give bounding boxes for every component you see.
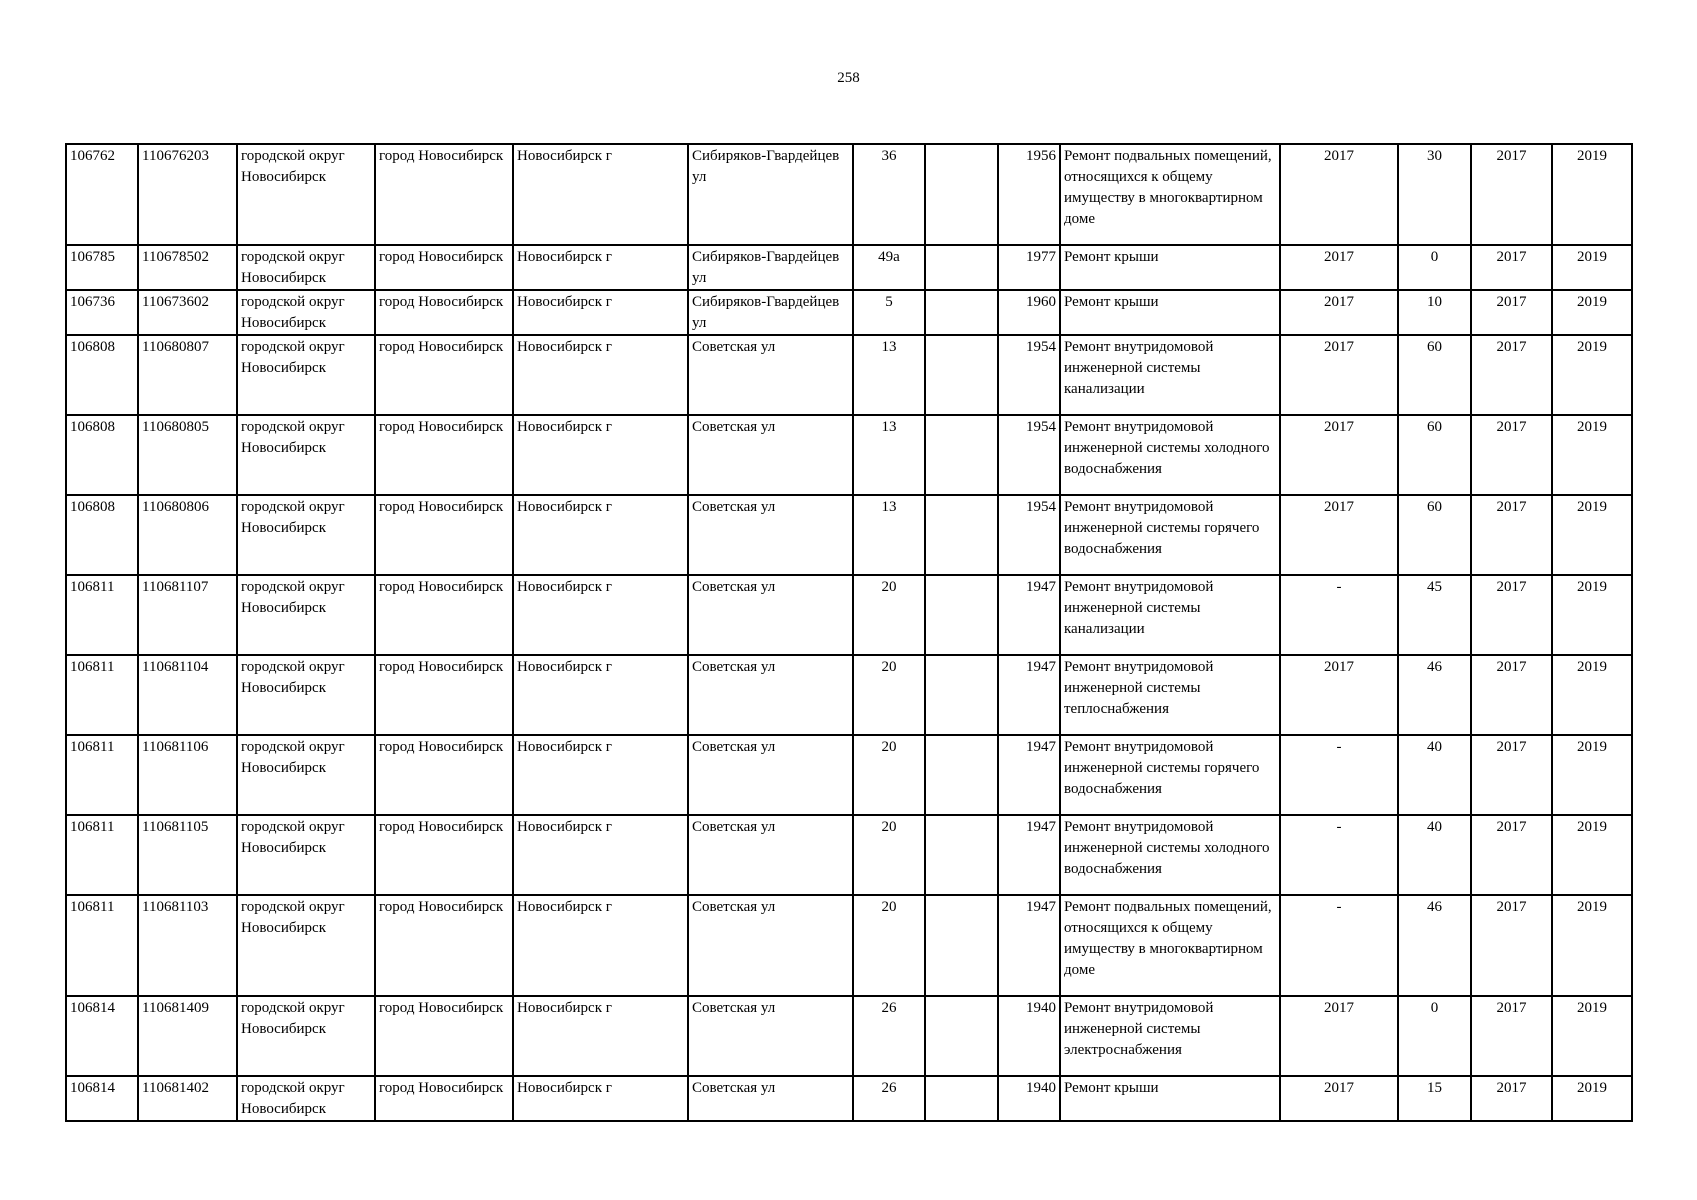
- cell-work: Ремонт внутридомовой инженерной системы теплоснабжения: [1060, 655, 1280, 735]
- cell-wear: 46: [1398, 655, 1471, 735]
- cell-locality: Новосибирск г: [513, 245, 688, 290]
- cell-district: городской округ Новосибирск: [237, 335, 375, 415]
- cell-street: Советская ул: [688, 415, 853, 495]
- table-row: [66, 895, 1632, 996]
- cell-last-repair: 2017: [1280, 290, 1398, 335]
- cell-street: Советская ул: [688, 996, 853, 1076]
- cell-plan-start: 2017: [1471, 895, 1552, 996]
- cell-last-repair: -: [1280, 895, 1398, 996]
- cell-year-built: 1977: [998, 245, 1060, 290]
- cell-work: Ремонт внутридомовой инженерной системы горячего водоснабжения: [1060, 735, 1280, 815]
- cell-last-repair: 2017: [1280, 495, 1398, 575]
- cell-street: Советская ул: [688, 735, 853, 815]
- cell-year-built: 1960: [998, 290, 1060, 335]
- cell-municipality: город Новосибирск: [375, 655, 513, 735]
- cell-plan-end: 2019: [1552, 144, 1632, 245]
- cell-house: 20: [853, 575, 925, 655]
- cell-house: 36: [853, 144, 925, 245]
- cell-district: городской округ Новосибирск: [237, 415, 375, 495]
- cell-plan-end: 2019: [1552, 415, 1632, 495]
- cell-code: 110673602: [138, 290, 237, 335]
- page-number: 258: [837, 70, 860, 86]
- cell-year-built: 1947: [998, 655, 1060, 735]
- table-row: [66, 144, 1632, 245]
- cell-id: 106811: [66, 655, 138, 735]
- cell-id: 106762: [66, 144, 138, 245]
- table-row: [66, 290, 1632, 335]
- cell-code: 110681105: [138, 815, 237, 895]
- cell-last-repair: 2017: [1280, 996, 1398, 1076]
- cell-work: Ремонт подвальных помещений, относящихся к общему имуществу в многоквартирном доме: [1060, 895, 1280, 996]
- cell-street: Советская ул: [688, 1076, 853, 1121]
- cell-year-built: 1954: [998, 495, 1060, 575]
- cell-plan-start: 2017: [1471, 144, 1552, 245]
- cell-building: [925, 495, 998, 575]
- cell-municipality: город Новосибирск: [375, 815, 513, 895]
- cell-wear: 0: [1398, 996, 1471, 1076]
- cell-plan-start: 2017: [1471, 815, 1552, 895]
- cell-building: [925, 144, 998, 245]
- cell-locality: Новосибирск г: [513, 895, 688, 996]
- cell-code: 110678502: [138, 245, 237, 290]
- cell-building: [925, 335, 998, 415]
- cell-plan-end: 2019: [1552, 245, 1632, 290]
- cell-id: 106814: [66, 1076, 138, 1121]
- cell-building: [925, 895, 998, 996]
- cell-last-repair: 2017: [1280, 245, 1398, 290]
- cell-locality: Новосибирск г: [513, 495, 688, 575]
- cell-code: 110681402: [138, 1076, 237, 1121]
- cell-house: 5: [853, 290, 925, 335]
- cell-district: городской округ Новосибирск: [237, 655, 375, 735]
- cell-locality: Новосибирск г: [513, 575, 688, 655]
- cell-year-built: 1940: [998, 1076, 1060, 1121]
- table-row: [66, 735, 1632, 815]
- table-body: [66, 144, 1632, 1121]
- cell-house: 13: [853, 335, 925, 415]
- cell-plan-end: 2019: [1552, 290, 1632, 335]
- cell-work: Ремонт подвальных помещений, относящихся к общему имуществу в многоквартирном доме: [1060, 144, 1280, 245]
- table-row: [66, 1076, 1632, 1121]
- cell-id: 106808: [66, 495, 138, 575]
- cell-id: 106785: [66, 245, 138, 290]
- cell-wear: 40: [1398, 735, 1471, 815]
- cell-municipality: город Новосибирск: [375, 245, 513, 290]
- cell-year-built: 1947: [998, 895, 1060, 996]
- cell-locality: Новосибирск г: [513, 815, 688, 895]
- cell-code: 110680807: [138, 335, 237, 415]
- cell-house: 20: [853, 735, 925, 815]
- cell-house: 26: [853, 996, 925, 1076]
- cell-municipality: город Новосибирск: [375, 735, 513, 815]
- cell-year-built: 1947: [998, 815, 1060, 895]
- table-row: [66, 575, 1632, 655]
- cell-locality: Новосибирск г: [513, 655, 688, 735]
- table-row: [66, 245, 1632, 290]
- cell-plan-end: 2019: [1552, 735, 1632, 815]
- cell-code: 110676203: [138, 144, 237, 245]
- table-row: [66, 996, 1632, 1076]
- cell-building: [925, 815, 998, 895]
- cell-wear: 45: [1398, 575, 1471, 655]
- cell-id: 106811: [66, 895, 138, 996]
- cell-plan-end: 2019: [1552, 895, 1632, 996]
- cell-wear: 15: [1398, 1076, 1471, 1121]
- cell-plan-end: 2019: [1552, 335, 1632, 415]
- cell-locality: Новосибирск г: [513, 996, 688, 1076]
- cell-district: городской округ Новосибирск: [237, 575, 375, 655]
- cell-locality: Новосибирск г: [513, 735, 688, 815]
- cell-house: 49а: [853, 245, 925, 290]
- cell-plan-start: 2017: [1471, 335, 1552, 415]
- cell-house: 13: [853, 415, 925, 495]
- cell-id: 106814: [66, 996, 138, 1076]
- cell-municipality: город Новосибирск: [375, 144, 513, 245]
- cell-locality: Новосибирск г: [513, 1076, 688, 1121]
- cell-house: 20: [853, 655, 925, 735]
- cell-plan-start: 2017: [1471, 655, 1552, 735]
- cell-work: Ремонт крыши: [1060, 290, 1280, 335]
- cell-year-built: 1947: [998, 575, 1060, 655]
- cell-year-built: 1954: [998, 335, 1060, 415]
- cell-plan-start: 2017: [1471, 735, 1552, 815]
- cell-id: 106736: [66, 290, 138, 335]
- cell-locality: Новосибирск г: [513, 335, 688, 415]
- cell-street: Советская ул: [688, 895, 853, 996]
- cell-wear: 10: [1398, 290, 1471, 335]
- cell-street: Советская ул: [688, 655, 853, 735]
- cell-year-built: 1954: [998, 415, 1060, 495]
- cell-building: [925, 290, 998, 335]
- cell-id: 106808: [66, 335, 138, 415]
- cell-street: Советская ул: [688, 575, 853, 655]
- cell-plan-end: 2019: [1552, 1076, 1632, 1121]
- cell-code: 110681106: [138, 735, 237, 815]
- cell-locality: Новосибирск г: [513, 415, 688, 495]
- table-row: [66, 495, 1632, 575]
- cell-house: 20: [853, 815, 925, 895]
- cell-plan-start: 2017: [1471, 495, 1552, 575]
- cell-last-repair: 2017: [1280, 335, 1398, 415]
- cell-plan-end: 2019: [1552, 815, 1632, 895]
- cell-id: 106811: [66, 575, 138, 655]
- cell-plan-start: 2017: [1471, 290, 1552, 335]
- cell-wear: 30: [1398, 144, 1471, 245]
- cell-last-repair: -: [1280, 575, 1398, 655]
- cell-locality: Новосибирск г: [513, 144, 688, 245]
- cell-work: Ремонт крыши: [1060, 1076, 1280, 1121]
- cell-plan-end: 2019: [1552, 495, 1632, 575]
- cell-building: [925, 415, 998, 495]
- cell-plan-start: 2017: [1471, 415, 1552, 495]
- cell-last-repair: 2017: [1280, 144, 1398, 245]
- cell-plan-start: 2017: [1471, 575, 1552, 655]
- cell-house: 26: [853, 1076, 925, 1121]
- cell-year-built: 1947: [998, 735, 1060, 815]
- cell-id: 106811: [66, 735, 138, 815]
- cell-work: Ремонт внутридомовой инженерной системы горячего водоснабжения: [1060, 495, 1280, 575]
- cell-code: 110681107: [138, 575, 237, 655]
- cell-building: [925, 575, 998, 655]
- cell-wear: 60: [1398, 415, 1471, 495]
- cell-street: Сибиряков-Гвардейцев ул: [688, 144, 853, 245]
- cell-last-repair: -: [1280, 735, 1398, 815]
- cell-plan-start: 2017: [1471, 1076, 1552, 1121]
- cell-district: городской округ Новосибирск: [237, 144, 375, 245]
- cell-street: Сибиряков-Гвардейцев ул: [688, 290, 853, 335]
- cell-work: Ремонт внутридомовой инженерной системы электроснабжения: [1060, 996, 1280, 1076]
- cell-id: 106811: [66, 815, 138, 895]
- cell-municipality: город Новосибирск: [375, 1076, 513, 1121]
- cell-district: городской округ Новосибирск: [237, 996, 375, 1076]
- cell-district: городской округ Новосибирск: [237, 290, 375, 335]
- cell-work: Ремонт крыши: [1060, 245, 1280, 290]
- table-row: [66, 655, 1632, 735]
- cell-locality: Новосибирск г: [513, 290, 688, 335]
- cell-work: Ремонт внутридомовой инженерной системы холодного водоснабжения: [1060, 815, 1280, 895]
- cell-year-built: 1956: [998, 144, 1060, 245]
- cell-plan-end: 2019: [1552, 996, 1632, 1076]
- cell-plan-start: 2017: [1471, 245, 1552, 290]
- cell-building: [925, 996, 998, 1076]
- cell-street: Советская ул: [688, 815, 853, 895]
- cell-code: 110681409: [138, 996, 237, 1076]
- cell-id: 106808: [66, 415, 138, 495]
- cell-street: Сибиряков-Гвардейцев ул: [688, 245, 853, 290]
- cell-work: Ремонт внутридомовой инженерной системы холодного водоснабжения: [1060, 415, 1280, 495]
- cell-last-repair: 2017: [1280, 1076, 1398, 1121]
- cell-municipality: город Новосибирск: [375, 996, 513, 1076]
- cell-house: 13: [853, 495, 925, 575]
- cell-last-repair: 2017: [1280, 655, 1398, 735]
- table-row: [66, 415, 1632, 495]
- cell-street: Советская ул: [688, 495, 853, 575]
- cell-plan-start: 2017: [1471, 996, 1552, 1076]
- cell-municipality: город Новосибирск: [375, 290, 513, 335]
- cell-work: Ремонт внутридомовой инженерной системы канализации: [1060, 335, 1280, 415]
- cell-municipality: город Новосибирск: [375, 335, 513, 415]
- cell-district: городской округ Новосибирск: [237, 895, 375, 996]
- repair-registry-table: [65, 143, 1633, 1122]
- cell-building: [925, 1076, 998, 1121]
- table-row: [66, 815, 1632, 895]
- cell-municipality: город Новосибирск: [375, 495, 513, 575]
- table-row: [66, 335, 1632, 415]
- cell-street: Советская ул: [688, 335, 853, 415]
- cell-district: городской округ Новосибирск: [237, 815, 375, 895]
- cell-code: 110681103: [138, 895, 237, 996]
- cell-code: 110680806: [138, 495, 237, 575]
- cell-wear: 40: [1398, 815, 1471, 895]
- cell-last-repair: 2017: [1280, 415, 1398, 495]
- cell-building: [925, 735, 998, 815]
- cell-wear: 60: [1398, 495, 1471, 575]
- cell-municipality: город Новосибирск: [375, 895, 513, 996]
- cell-house: 20: [853, 895, 925, 996]
- cell-district: городской округ Новосибирск: [237, 735, 375, 815]
- cell-wear: 46: [1398, 895, 1471, 996]
- cell-municipality: город Новосибирск: [375, 575, 513, 655]
- cell-last-repair: -: [1280, 815, 1398, 895]
- cell-municipality: город Новосибирск: [375, 415, 513, 495]
- cell-district: городской округ Новосибирск: [237, 1076, 375, 1121]
- cell-wear: 60: [1398, 335, 1471, 415]
- cell-building: [925, 655, 998, 735]
- cell-building: [925, 245, 998, 290]
- cell-plan-end: 2019: [1552, 575, 1632, 655]
- cell-district: городской округ Новосибирск: [237, 245, 375, 290]
- cell-district: городской округ Новосибирск: [237, 495, 375, 575]
- cell-code: 110680805: [138, 415, 237, 495]
- cell-work: Ремонт внутридомовой инженерной системы канализации: [1060, 575, 1280, 655]
- cell-year-built: 1940: [998, 996, 1060, 1076]
- cell-wear: 0: [1398, 245, 1471, 290]
- cell-code: 110681104: [138, 655, 237, 735]
- cell-plan-end: 2019: [1552, 655, 1632, 735]
